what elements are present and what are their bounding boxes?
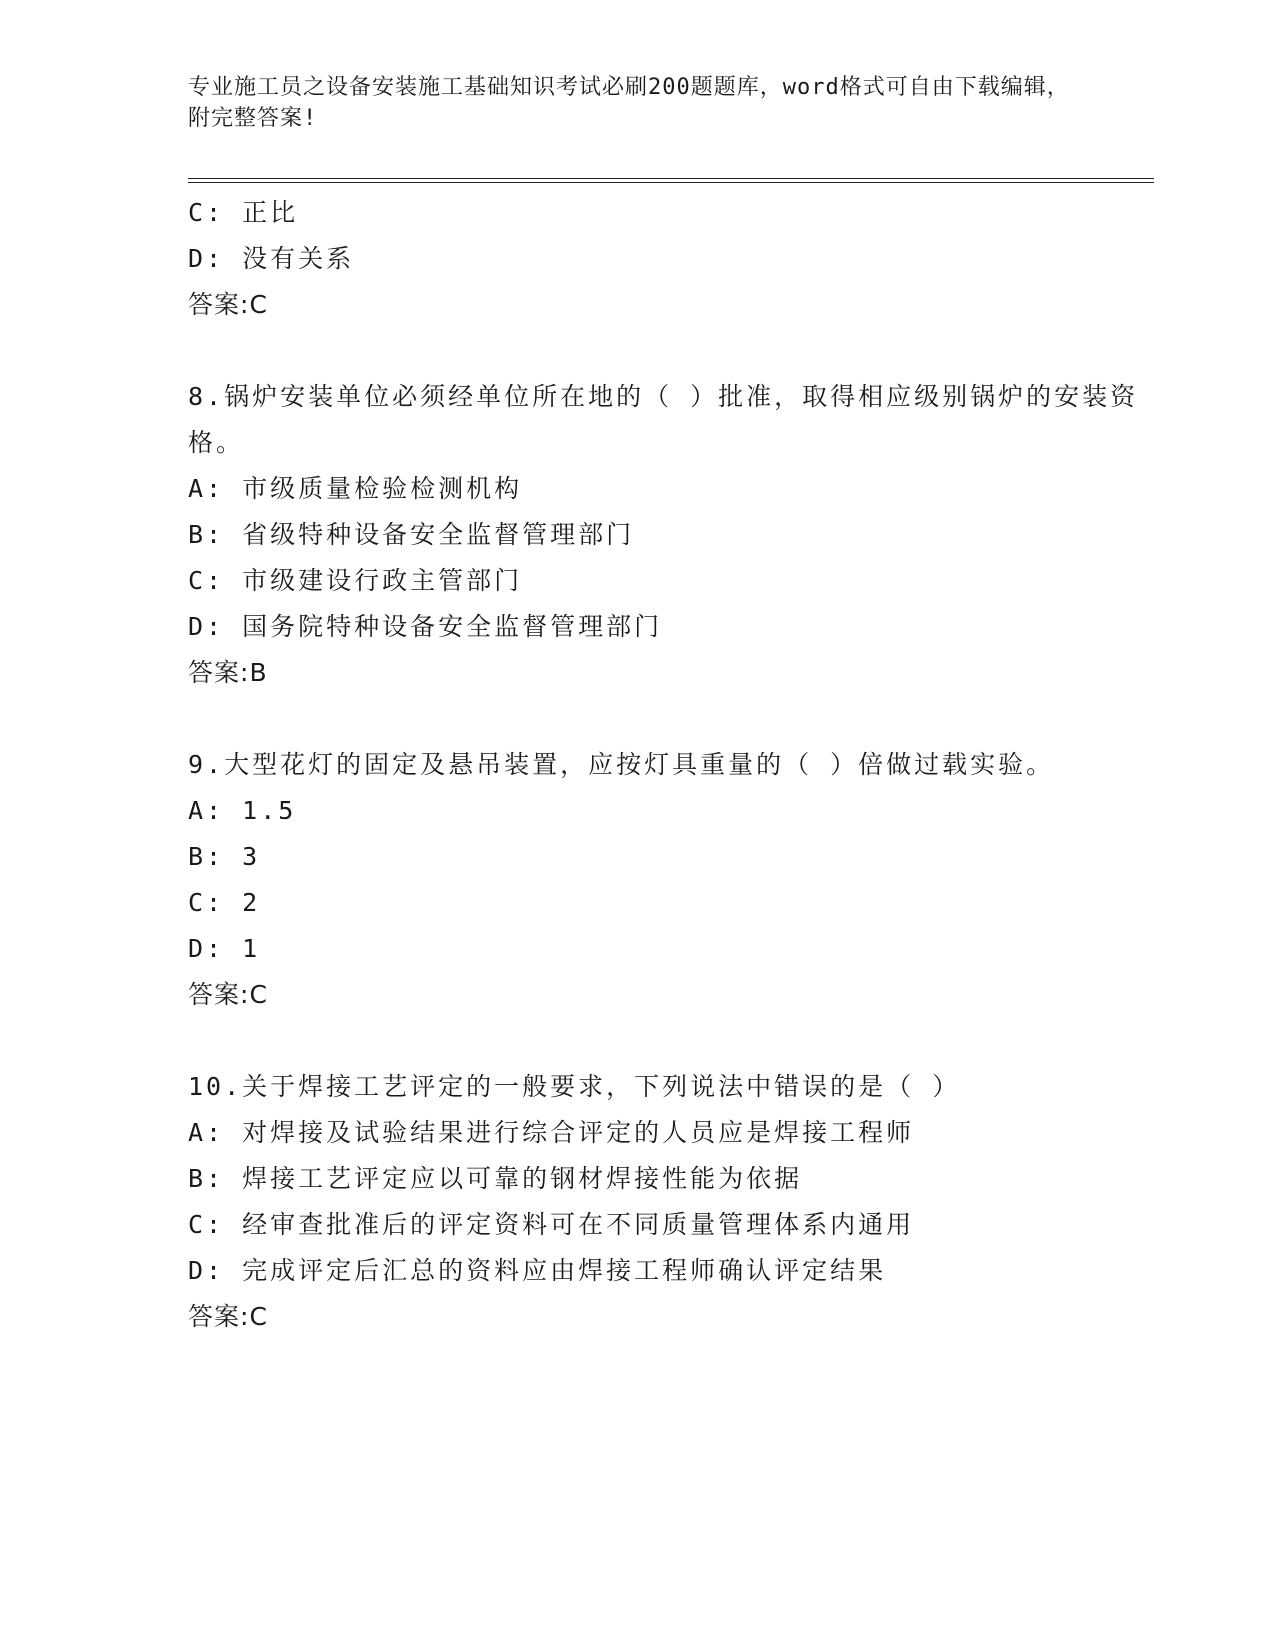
option-a: A: 市级质量检验检测机构 [188,474,523,503]
answer-label: 答案: [188,980,250,1009]
answer-line [188,972,1148,1018]
option-b: B: 3 [188,842,261,871]
option-c: C: 经审查批准后的评定资料可在不同质量管理体系内通用 [188,1210,915,1239]
answer-label: 答案: [188,1302,250,1331]
option-d: D: 没有关系 [188,244,355,273]
question-list [188,190,1148,1340]
question-7-fragment [188,190,1148,328]
spacer [188,328,1148,374]
question-10 [188,1064,1148,1340]
option-b: B: 焊接工艺评定应以可靠的钢材焊接性能为依据 [188,1164,803,1193]
answer-line [188,1294,1148,1340]
option-d: D: 国务院特种设备安全监督管理部门 [188,612,663,641]
header-divider-bottom [188,182,1154,183]
question-stem: 8.锅炉安装单位必须经单位所在地的（ ）批准，取得相应级别锅炉的安装资格。 [188,382,1139,457]
option-a: A: 对焊接及试验结果进行综合评定的人员应是焊接工程师 [188,1118,915,1147]
question-stem: 9.大型花灯的固定及悬吊装置，应按灯具重量的（ ）倍做过载实验。 [188,750,1055,779]
option-d: D: 完成评定后汇总的资料应由焊接工程师确认评定结果 [188,1256,887,1285]
answer-label: 答案: [188,290,250,319]
option-c: C: 市级建设行政主管部门 [188,566,523,595]
option-c: C: 2 [188,888,261,917]
answer-value: C [249,290,267,319]
document-header [188,72,1088,134]
answer-label: 答案: [188,658,250,687]
spacer [188,1018,1148,1064]
answer-line [188,282,1148,328]
option-d: D: 1 [188,934,261,963]
question-stem: 10.关于焊接工艺评定的一般要求，下列说法中错误的是（ ） [188,1072,961,1101]
answer-value: B [249,658,267,687]
option-c: C: 正比 [188,198,299,227]
answer-line [188,650,1148,696]
answer-value: C [249,980,267,1009]
answer-value: C [249,1302,267,1331]
option-b: B: 省级特种设备安全监督管理部门 [188,520,635,549]
question-8 [188,374,1148,696]
option-a: A: 1.5 [188,796,297,825]
question-9 [188,742,1148,1018]
header-title: 专业施工员之设备安装施工基础知识考试必刷200题题库，word格式可自由下载编辑，附完整答案! [188,75,1070,131]
header-divider-top [188,178,1154,179]
spacer [188,696,1148,742]
